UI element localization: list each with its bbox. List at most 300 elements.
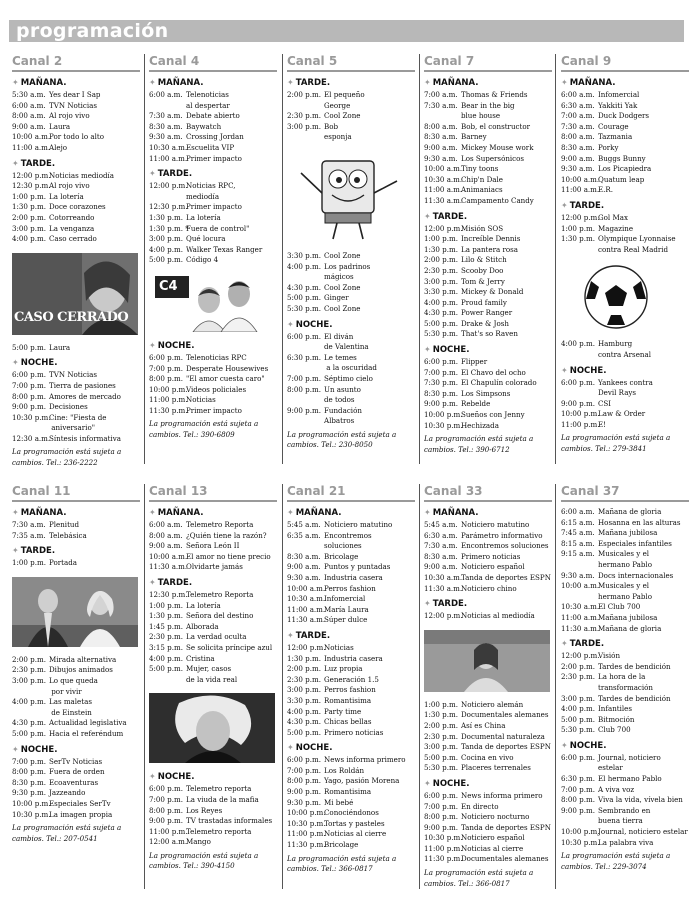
air-time: 2:30 p.m. xyxy=(424,731,458,741)
schedule-row xyxy=(12,676,140,697)
star-icon: ✦ xyxy=(561,200,568,210)
program-name: Cine: "Fiesta de aniversario" xyxy=(49,412,107,433)
schedule-row xyxy=(561,122,689,133)
air-time: 5:45 a.m. xyxy=(424,520,458,529)
time-of-day-heading xyxy=(12,507,140,519)
program-name: Se solicita príncipe azul xyxy=(186,642,273,652)
channel-header: Canal 5 xyxy=(287,54,415,72)
program-name: Un asunto de todos xyxy=(324,384,361,405)
star-icon: ✦ xyxy=(12,508,19,517)
program-name: Sueños con Jenny xyxy=(461,410,525,420)
program-name: Courage xyxy=(598,121,629,131)
schedule-row xyxy=(424,329,552,340)
program-name: Debate abierto xyxy=(186,111,240,121)
program-name: That's so Raven xyxy=(461,329,518,339)
air-time: 4:00 p.m. xyxy=(424,297,458,307)
air-time: 8:00 a.m. xyxy=(424,121,458,131)
section-label: TARDE. xyxy=(20,546,56,557)
air-time: 7:30 p.m. xyxy=(424,378,458,388)
schedule-row xyxy=(424,552,552,563)
air-time: 11:00 a.m. xyxy=(424,185,463,195)
program-photo xyxy=(287,151,415,243)
program-name: Mujer, casos de la vida real xyxy=(186,664,238,684)
schedule-row xyxy=(287,584,415,595)
air-time: 9:00 p.m. xyxy=(561,805,595,815)
program-name: Jazzeando xyxy=(49,788,86,798)
time-of-day-heading xyxy=(424,507,552,519)
air-time: 6:00 p.m. xyxy=(287,755,321,765)
program-name: Tardes de bendición xyxy=(598,693,671,703)
schedule-row xyxy=(287,262,415,283)
schedule-row xyxy=(12,402,140,413)
air-time: 1:00 p.m. xyxy=(149,600,183,610)
air-time: 12:30 p.m. xyxy=(12,181,51,191)
star-icon: ✦ xyxy=(149,78,156,87)
program-name: Parámetro informativo xyxy=(461,530,543,540)
channel-column xyxy=(12,484,140,844)
air-time: 6:00 a.m. xyxy=(12,100,46,110)
program-name: Fundación Albatros xyxy=(324,405,362,426)
program-name: Infomercial xyxy=(324,594,366,604)
schedule-row xyxy=(149,601,277,612)
air-time: 11:30 a.m. xyxy=(561,623,600,633)
section-label: NOCHE. xyxy=(569,365,607,376)
schedule-row xyxy=(287,573,415,584)
program-name: Mañana jubilosa xyxy=(598,528,658,538)
schedule-row xyxy=(561,234,689,255)
schedule-row xyxy=(12,234,140,245)
schedule-row xyxy=(149,611,277,622)
air-time: 7:30 a.m. xyxy=(424,541,458,551)
air-time: 9:30 p.m. xyxy=(12,788,46,798)
program-name: Gol Max xyxy=(598,212,628,222)
schedule-row xyxy=(561,420,689,431)
air-time: 10:00 a.m. xyxy=(561,174,600,184)
section-label: NOCHE. xyxy=(157,772,195,783)
air-time: 11:30 a.m. xyxy=(287,615,326,625)
schedule-row xyxy=(424,164,552,175)
schedule-row xyxy=(561,339,689,360)
star-icon: ✦ xyxy=(424,78,431,87)
schedule-row xyxy=(149,664,277,685)
air-time: 1:00 p.m. xyxy=(12,191,46,201)
program-name: Noticiero matutino xyxy=(461,520,530,529)
schedule-row xyxy=(149,224,277,235)
time-of-day-heading xyxy=(149,168,277,180)
air-time: 9:00 a.m. xyxy=(149,541,183,551)
program-name: Musicales y el hermano Pablo xyxy=(598,549,652,569)
schedule-row xyxy=(424,812,552,823)
schedule-row xyxy=(12,718,140,729)
schedule-note: La programación está sujeta a cambios. Tel.: 390-4150 xyxy=(149,850,259,871)
time-of-day-heading xyxy=(424,778,552,790)
schedule-row xyxy=(561,785,689,796)
program-name: Mirada alternativa xyxy=(49,654,117,664)
program-name: Decisiones xyxy=(49,402,88,412)
schedule-row xyxy=(149,632,277,643)
air-time: 9:00 p.m. xyxy=(424,399,458,409)
air-time: 1:30 p.m. xyxy=(424,710,458,720)
program-name: Increíble Dennis xyxy=(461,234,521,244)
time-of-day-heading xyxy=(12,357,140,369)
air-time: 8:00 a.m. xyxy=(149,530,183,540)
time-of-day-heading xyxy=(287,507,415,519)
air-time: 11:00 a.m. xyxy=(149,153,188,163)
schedule-row xyxy=(424,562,552,573)
program-name: Party time xyxy=(324,706,362,716)
program-name: SerTv Noticias xyxy=(49,756,103,766)
program-name: TVN Noticias xyxy=(49,370,98,380)
program-name: Yakkiti Yak xyxy=(598,100,638,110)
star-icon: ✦ xyxy=(12,158,19,168)
program-name: Tortas y pasteles xyxy=(324,818,385,828)
program-name: La imagen propia xyxy=(49,809,113,819)
air-time: 3:15 p.m. xyxy=(149,642,183,652)
program-name: Cool Zone xyxy=(324,111,361,121)
schedule-row xyxy=(287,664,415,675)
schedule-row xyxy=(12,655,140,666)
star-icon: ✦ xyxy=(561,78,568,87)
section-label: NOCHE. xyxy=(569,740,607,751)
air-time: 11:00 p.m. xyxy=(287,829,326,839)
schedule-row xyxy=(561,725,689,736)
air-time: 4:30 p.m. xyxy=(287,282,321,292)
schedule-row xyxy=(424,531,552,542)
air-time: 3:30 p.m. xyxy=(287,695,321,705)
air-time: 6:00 p.m. xyxy=(424,790,458,800)
program-name: La lotería xyxy=(186,212,221,222)
channel-column xyxy=(561,54,689,455)
air-time: 9:00 p.m. xyxy=(149,816,183,826)
air-time: 3:00 p.m. xyxy=(12,675,46,685)
column-divider xyxy=(419,484,420,889)
schedule-row xyxy=(561,154,689,165)
air-time: 10:00 p.m. xyxy=(287,808,326,818)
program-name: Los Picapiedra xyxy=(598,164,652,174)
program-name: Súper dulce xyxy=(324,615,368,625)
schedule-row xyxy=(424,844,552,855)
schedule-row xyxy=(12,810,140,821)
program-name: Ginger xyxy=(324,293,349,303)
schedule-row xyxy=(424,196,552,207)
air-time: 7:00 p.m. xyxy=(12,380,46,390)
program-name: Noticias al cierre xyxy=(324,829,387,839)
schedule-note: La programación está sujeta a cambios. Tel.: 230-8050 xyxy=(287,429,397,450)
air-time: 6:00 p.m. xyxy=(149,784,183,794)
schedule-row xyxy=(287,675,415,686)
star-icon: ✦ xyxy=(149,577,156,587)
air-time: 6:00 p.m. xyxy=(561,752,595,762)
program-name: La lotería xyxy=(49,191,84,201)
air-time: 5:00 p.m. xyxy=(424,752,458,762)
time-of-day-heading xyxy=(12,77,140,89)
schedule-row xyxy=(424,298,552,309)
schedule-row xyxy=(12,413,140,434)
schedule-row xyxy=(561,795,689,806)
air-time: 9:30 p.m. xyxy=(287,797,321,807)
star-icon: ✦ xyxy=(424,599,431,609)
schedule-row xyxy=(149,364,277,375)
air-time: 6:30 p.m. xyxy=(561,774,595,784)
schedule-row xyxy=(424,700,552,711)
star-icon: ✦ xyxy=(561,639,568,649)
schedule-row xyxy=(287,819,415,830)
schedule-row xyxy=(149,202,277,213)
schedule-row xyxy=(287,798,415,809)
air-time: 10:30 p.m. xyxy=(424,833,463,843)
star-icon: ✦ xyxy=(149,772,156,782)
program-name: Proud family xyxy=(461,297,507,307)
schedule-row xyxy=(561,399,689,410)
schedule-row xyxy=(12,531,140,542)
air-time: 8:30 a.m. xyxy=(149,121,183,131)
program-name: E! xyxy=(598,419,607,429)
schedule-row xyxy=(149,132,277,143)
schedule-row xyxy=(12,101,140,112)
air-time: 8:15 a.m. xyxy=(561,538,595,548)
time-of-day-heading xyxy=(12,744,140,756)
star-icon: ✦ xyxy=(12,546,19,556)
time-of-day-heading xyxy=(149,77,277,89)
time-of-day-heading xyxy=(12,158,140,170)
program-name: Yes dear I Sap xyxy=(49,90,101,99)
column-divider xyxy=(555,484,556,889)
schedule-row xyxy=(149,590,277,601)
program-name: Mickey Mouse work xyxy=(461,142,534,152)
star-icon: ✦ xyxy=(287,743,294,753)
program-name: Mañana de gloria xyxy=(598,623,662,633)
air-time: 7:35 a.m. xyxy=(12,530,46,540)
schedule-row xyxy=(424,143,552,154)
air-time: 9:30 a.m. xyxy=(561,570,595,580)
time-of-day-heading xyxy=(561,200,689,212)
air-time: 12:30 p.m. xyxy=(149,202,188,212)
time-of-day-heading xyxy=(287,319,415,331)
schedule-row xyxy=(12,767,140,778)
schedule-row xyxy=(12,558,140,569)
air-time: 7:00 p.m. xyxy=(12,756,46,766)
schedule-row xyxy=(287,111,415,122)
program-name: Docs internacionales xyxy=(598,570,674,580)
air-time: 7:00 a.m. xyxy=(561,111,595,121)
schedule-row xyxy=(287,520,415,531)
air-time: 9:30 a.m. xyxy=(149,132,183,142)
section-label: MAÑANA. xyxy=(432,78,479,88)
schedule-row xyxy=(424,802,552,813)
schedule-row xyxy=(561,602,689,613)
air-time: 7:00 p.m. xyxy=(287,373,321,383)
program-name: Bear in the big blue house xyxy=(461,100,515,121)
program-photo xyxy=(149,274,277,332)
air-time: 10:00 a.m. xyxy=(424,164,463,174)
schedule-row xyxy=(12,90,140,101)
program-name: Noticiero nocturno xyxy=(461,812,530,822)
air-time: 5:00 p.m. xyxy=(287,293,321,303)
program-name: Noticiero español xyxy=(461,562,525,572)
program-photo xyxy=(12,577,140,647)
air-time: 1:30 p.m. xyxy=(149,212,183,222)
program-name: La palabra viva xyxy=(598,837,654,847)
program-name: Hosanna en las alturas xyxy=(598,517,681,527)
schedule-row xyxy=(424,277,552,288)
program-name: News informa primero xyxy=(461,790,543,800)
section-label: NOCHE. xyxy=(432,345,470,356)
schedule-row xyxy=(287,353,415,374)
schedule-row xyxy=(424,255,552,266)
air-time: 2:00 p.m. xyxy=(287,90,321,99)
section-label: MAÑANA. xyxy=(20,508,67,518)
air-time: 12:00 p.m. xyxy=(287,642,326,652)
air-time: 1:00 p.m. xyxy=(561,223,595,233)
air-time: 10:30 a.m. xyxy=(424,572,463,582)
schedule-row xyxy=(561,672,689,693)
schedule-row xyxy=(287,728,415,739)
schedule-row xyxy=(561,175,689,186)
schedule-row xyxy=(149,552,277,563)
channel-header: Canal 11 xyxy=(12,484,140,502)
time-of-day-heading xyxy=(149,340,277,352)
schedule-row xyxy=(149,111,277,122)
schedule-row xyxy=(424,410,552,421)
program-name: El Chapulín colorado xyxy=(461,378,537,388)
program-name: Noticias al mediodía xyxy=(461,611,535,621)
program-name: Séptimo cielo xyxy=(324,373,373,383)
air-time: 6:00 a.m. xyxy=(149,520,183,529)
program-name: Dibujos animados xyxy=(49,665,113,675)
program-name: Power Ranger xyxy=(461,308,513,318)
program-name: En directo xyxy=(461,801,499,811)
program-name: Actualidad legislativa xyxy=(49,718,127,728)
section-label: MAÑANA. xyxy=(569,78,616,88)
schedule-row xyxy=(287,552,415,563)
schedule-row xyxy=(287,787,415,798)
air-time: 8:30 a.m. xyxy=(287,551,321,561)
schedule-row xyxy=(149,520,277,531)
air-time: 10:00 a.m. xyxy=(561,581,600,591)
schedule-row xyxy=(424,854,552,865)
schedule-row xyxy=(12,665,140,676)
star-icon: ✦ xyxy=(424,778,431,788)
channel-column xyxy=(424,54,552,455)
schedule-row xyxy=(149,122,277,133)
schedule-row xyxy=(561,827,689,838)
air-time: 5:00 p.m. xyxy=(149,664,183,674)
program-name: El Club 700 xyxy=(598,602,641,612)
schedule-row xyxy=(561,132,689,143)
schedule-row xyxy=(424,357,552,368)
section-label: TARDE. xyxy=(432,599,468,610)
time-of-day-heading xyxy=(424,344,552,356)
program-name: Visión xyxy=(598,651,621,661)
air-time: 6:00 p.m. xyxy=(424,357,458,367)
channel-header: Canal 2 xyxy=(12,54,140,72)
schedule-row xyxy=(424,101,552,122)
air-time: 8:30 a.m. xyxy=(561,142,595,152)
air-time: 1:30 p.m. * xyxy=(149,223,189,233)
air-time: 5:30 p.m. xyxy=(424,763,458,773)
schedule-row xyxy=(12,122,140,133)
program-name: Quatum leap xyxy=(598,174,645,184)
air-time: 1:30 p.m. xyxy=(424,244,458,254)
program-name: Primero noticias xyxy=(461,551,521,561)
air-time: 9:00 p.m. xyxy=(424,822,458,832)
air-time: 12:00 p.m. xyxy=(424,223,463,233)
star-icon: ✦ xyxy=(561,740,568,750)
air-time: 11:00 p.m. xyxy=(149,395,188,405)
air-time: 7:00 a.m. xyxy=(424,90,458,99)
section-label: NOCHE. xyxy=(295,319,333,330)
schedule-row xyxy=(287,654,415,665)
show-logo: C4 xyxy=(159,278,178,294)
program-name: Noticias mediodía xyxy=(49,170,115,180)
schedule-row xyxy=(287,304,415,315)
program-name: Puntos y puntadas xyxy=(324,562,391,572)
schedule-row xyxy=(561,581,689,602)
schedule-row xyxy=(149,234,277,245)
schedule-row xyxy=(12,729,140,740)
program-name: Noticiero español xyxy=(461,833,525,843)
schedule-row xyxy=(287,755,415,766)
air-time: 12:00 p.m. xyxy=(561,651,600,661)
section-label: TARDE. xyxy=(569,639,605,650)
program-name: News informa primero xyxy=(324,755,406,765)
section-label: NOCHE. xyxy=(295,743,333,754)
column-divider xyxy=(144,54,145,464)
air-time: 11:00 p.m. xyxy=(149,826,188,836)
schedule-row xyxy=(149,374,277,385)
program-name: Law & Order xyxy=(598,409,646,419)
time-of-day-heading xyxy=(561,638,689,650)
program-name: Caso cerrado xyxy=(49,234,97,244)
schedule-row xyxy=(149,643,277,654)
program-name: Yankees contra Devil Rays xyxy=(598,377,653,398)
air-time: 4:00 p.m. xyxy=(149,244,183,254)
air-time: 2:30 p.m. xyxy=(12,665,46,675)
column-divider xyxy=(419,54,420,464)
section-label: NOCHE. xyxy=(432,778,470,789)
program-name: ¿Quién tiene la razón? xyxy=(186,530,267,540)
program-name: Especiales infantiles xyxy=(598,538,672,548)
schedule-row xyxy=(287,707,415,718)
star-icon: ✦ xyxy=(287,630,294,640)
program-name: Síntesis informativa xyxy=(49,433,121,443)
air-time: 1:45 p.m. xyxy=(149,621,183,631)
program-name: Laura xyxy=(49,121,71,131)
schedule-row xyxy=(561,507,689,518)
air-time: 10:30 p.m. xyxy=(561,837,600,847)
program-name: Luz propia xyxy=(324,664,363,674)
schedule-row xyxy=(287,808,415,819)
air-time: 7:30 a.m. xyxy=(424,100,458,110)
schedule-row xyxy=(12,171,140,182)
program-name: Viva la vida, vívela bien xyxy=(598,795,683,805)
air-time: 8:00 p.m. xyxy=(424,812,458,822)
schedule-row xyxy=(287,90,415,111)
schedule-row xyxy=(424,245,552,256)
air-time: 9:30 a.m. xyxy=(424,153,458,163)
air-time: 5:30 p.m. xyxy=(561,725,595,735)
schedule-row xyxy=(561,662,689,673)
air-time: 3:00 p.m. xyxy=(287,685,321,695)
time-of-day-heading xyxy=(424,598,552,610)
air-time: 1:00 p.m. xyxy=(424,234,458,244)
star-icon: ✦ xyxy=(12,78,19,87)
schedule-row xyxy=(561,90,689,101)
program-name: Mañana de gloria xyxy=(598,507,662,516)
schedule-row xyxy=(287,615,415,626)
air-time: 2:00 p.m. xyxy=(424,255,458,265)
program-name: Noticias al cierre xyxy=(461,843,524,853)
